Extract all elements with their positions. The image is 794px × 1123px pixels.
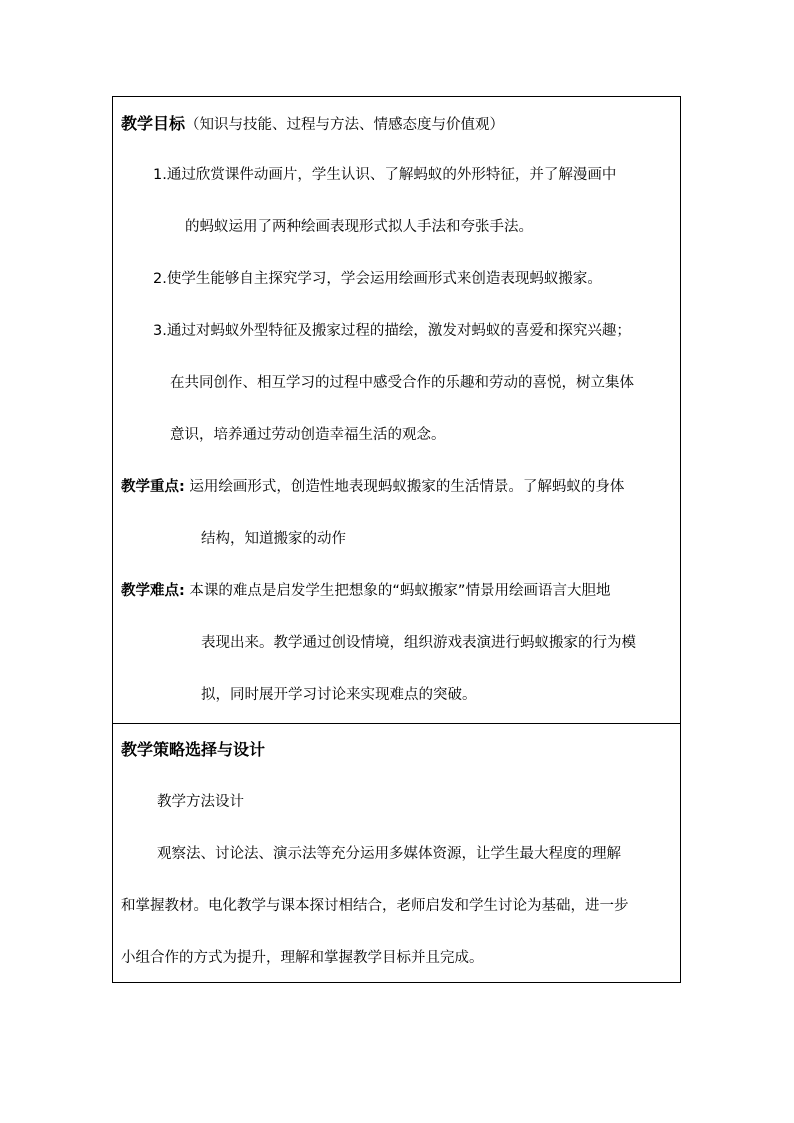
objectives-title: 教学目标 xyxy=(121,114,186,133)
objective-3-line-1: 3.通过对蚂蚁外型特征及搬家过程的描绘，激发对蚂蚁的喜爱和探究兴趣； xyxy=(153,323,631,339)
strategy-paragraph-line-2: 和掌握教材。电化教学与课本探讨相结合，老师启发和学生讨论为基础，进一步 xyxy=(121,898,629,914)
objective-2-line-1: 2.使学生能够自主探究学习，学会运用绘画形式来创造表现蚂蚁搬家。 xyxy=(153,271,602,287)
strategy-paragraph-line-1: 观察法、讨论法、演示法等充分运用多媒体资源，让学生最大程度的理解 xyxy=(157,846,621,862)
strategy-subtitle: 教学方法设计 xyxy=(157,794,244,810)
lesson-plan-table xyxy=(112,96,681,983)
key-point-label: 教学重点 xyxy=(121,479,179,495)
difficulty-label: 教学难点 xyxy=(121,583,179,599)
key-point-line-1: 教学重点: 运用绘画形式，创造性地表现蚂蚁搬家的生活情景。了解蚂蚁的身体 xyxy=(121,479,625,495)
strategy-cell xyxy=(113,723,680,982)
objective-3-line-2: 在共同创作、相互学习的过程中感受合作的乐趣和劳动的喜悦，树立集体 xyxy=(170,375,634,391)
strategy-paragraph-line-3: 小组合作的方式为提升，理解和掌握教学目标并且完成。 xyxy=(121,950,484,966)
difficulty-line-1: 教学难点: 本课的难点是启发学生把想象的“蚂蚁搬家”情景用绘画语言大胆地 xyxy=(121,583,611,599)
objectives-title-note: （知识与技能、过程与方法、情感态度与价值观） xyxy=(185,117,505,133)
difficulty-line-2: 表现出来。教学通过创设情境，组织游戏表演进行蚂蚁搬家的行为模 xyxy=(201,635,636,651)
objective-1-line-1: 1.通过欣赏课件动画片，学生认识、了解蚂蚁的外形特征，并了解漫画中 xyxy=(153,167,617,183)
difficulty-text: 本课的难点是启发学生把想象的“蚂蚁搬家”情景用绘画语言大胆地 xyxy=(189,583,611,599)
key-point-text: 运用绘画形式，创造性地表现蚂蚁搬家的生活情景。了解蚂蚁的身体 xyxy=(189,479,625,495)
objectives-heading xyxy=(121,114,504,135)
key-point-line-2: 结构，知道搬家的动作 xyxy=(201,531,346,547)
objective-1-line-2: 的蚂蚁运用了两种绘画表现形式拟人手法和夸张手法。 xyxy=(185,219,533,235)
objective-3-line-3: 意识，培养通过劳动创造幸福生活的观念。 xyxy=(170,427,446,443)
difficulty-line-3: 拟，同时展开学习讨论来实现难点的突破。 xyxy=(201,687,477,703)
objectives-cell xyxy=(113,97,680,723)
strategy-title: 教学策略选择与设计 xyxy=(121,740,266,759)
